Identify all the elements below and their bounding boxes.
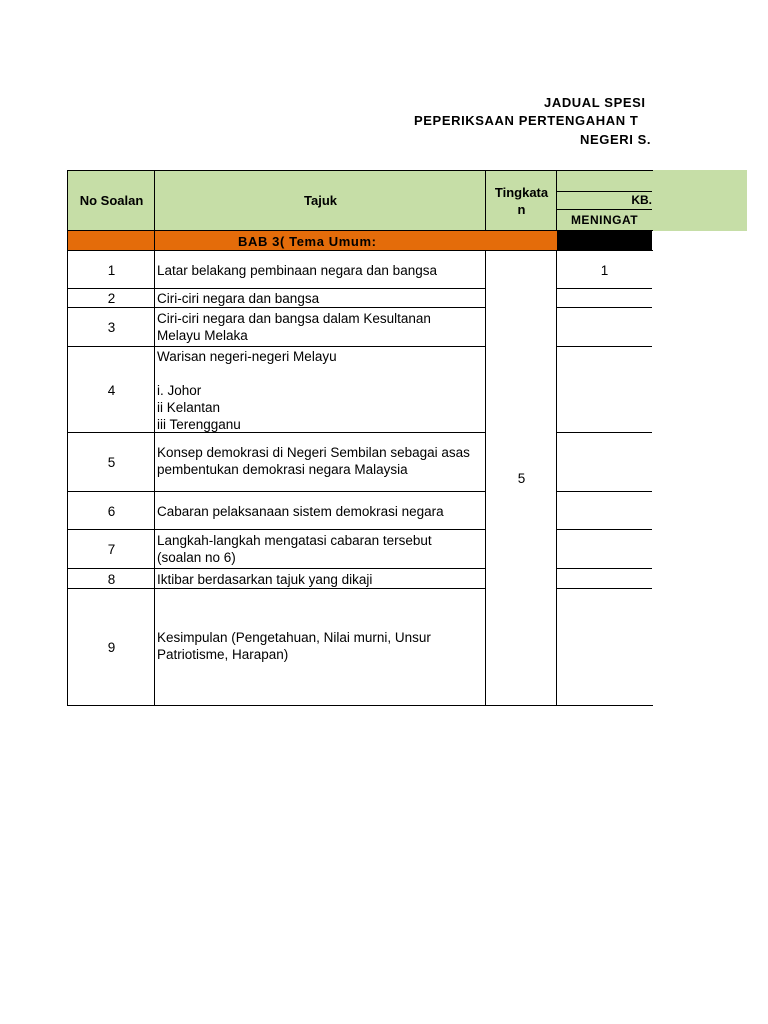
row-meningat: 1 [600, 262, 609, 278]
grid-line [67, 230, 653, 231]
grid-line [485, 170, 486, 231]
row-meningat [557, 308, 652, 347]
row-topic: Cabaran pelaksanaan sistem demokrasi negara [157, 503, 444, 519]
document-subtitle-2: NEGERI S. [580, 132, 652, 147]
row-topic: Kesimpulan (Pengetahuan, Nilai murni, Unsur Patriotisme, Harapan) [157, 630, 431, 662]
row-meningat [557, 492, 652, 530]
grid-line [67, 588, 486, 589]
row-no: 6 [107, 503, 116, 519]
row-no: 4 [107, 382, 116, 398]
row-no: 5 [107, 455, 116, 470]
row-meningat [557, 347, 652, 433]
row-meningat [557, 569, 652, 589]
row-topic: Iktibar berdasarkan tajuk yang dikaji [157, 571, 373, 587]
row-topic: Langkah-langkah mengatasi cabaran tersebut (soalan no 6) [157, 533, 432, 565]
grid-line [67, 529, 486, 530]
header-kb: KB. [631, 193, 652, 207]
grid-line [557, 209, 652, 210]
row-topic: Konsep demokrasi di Negeri Sembilan sebagai asas pembentukan demokrasi negara Malaysia [157, 445, 470, 477]
row-meningat [557, 433, 652, 492]
grid-line [557, 191, 652, 192]
section-title: BAB 3( Tema Umum: [238, 233, 377, 249]
row-no: 7 [107, 542, 116, 557]
grid-line [557, 288, 652, 289]
header-no-soalan: No Soalan [79, 193, 144, 208]
header-overflow-band [652, 170, 747, 231]
grid-line [557, 307, 652, 308]
grid-line [557, 568, 652, 569]
row-meningat [557, 589, 652, 705]
document-title: JADUAL SPESI [544, 95, 646, 110]
grid-line [556, 251, 557, 706]
grid-line [557, 346, 652, 347]
row-topic: Ciri-ciri negara dan bangsa dalam Kesultanan Melayu Melaka [157, 311, 431, 343]
grid-line [557, 588, 652, 589]
row-no: 3 [107, 320, 116, 335]
title-clip [0, 0, 652, 160]
grid-line [67, 250, 653, 251]
row-meningat [557, 530, 652, 569]
grid-line [557, 529, 652, 530]
grid-line [485, 251, 486, 706]
row-topic: Latar belakang pembinaan negara dan bangsa [157, 262, 437, 278]
grid-line [67, 568, 486, 569]
grid-line [557, 432, 652, 433]
grid-line [67, 432, 486, 433]
row-no: 2 [107, 291, 116, 306]
header-tingkatan: Tingkata n [494, 184, 549, 217]
document-subtitle: PEPERIKSAAN PERTENGAHAN T [414, 113, 639, 128]
row-no: 9 [107, 639, 116, 655]
row-meningat [557, 289, 652, 308]
row-topic: Warisan negeri-negeri Melayu i. Johor ii Kelantan iii Terengganu [157, 349, 337, 432]
grid-line [67, 491, 486, 492]
grid-line [67, 705, 653, 706]
grid-line [557, 491, 652, 492]
grid-line [67, 346, 486, 347]
grid-line [67, 307, 486, 308]
row-no: 1 [107, 262, 116, 278]
section-row-black-cell [557, 231, 652, 251]
row-no: 8 [107, 571, 116, 587]
header-tajuk: Tajuk [304, 193, 337, 208]
grid-line [67, 288, 486, 289]
header-meningat: MENINGAT [570, 213, 639, 227]
grid-line [556, 170, 557, 231]
row-topic: Ciri-ciri negara dan bangsa [157, 291, 320, 306]
tingkatan-value: 5 [517, 470, 526, 486]
grid-line [67, 170, 653, 171]
